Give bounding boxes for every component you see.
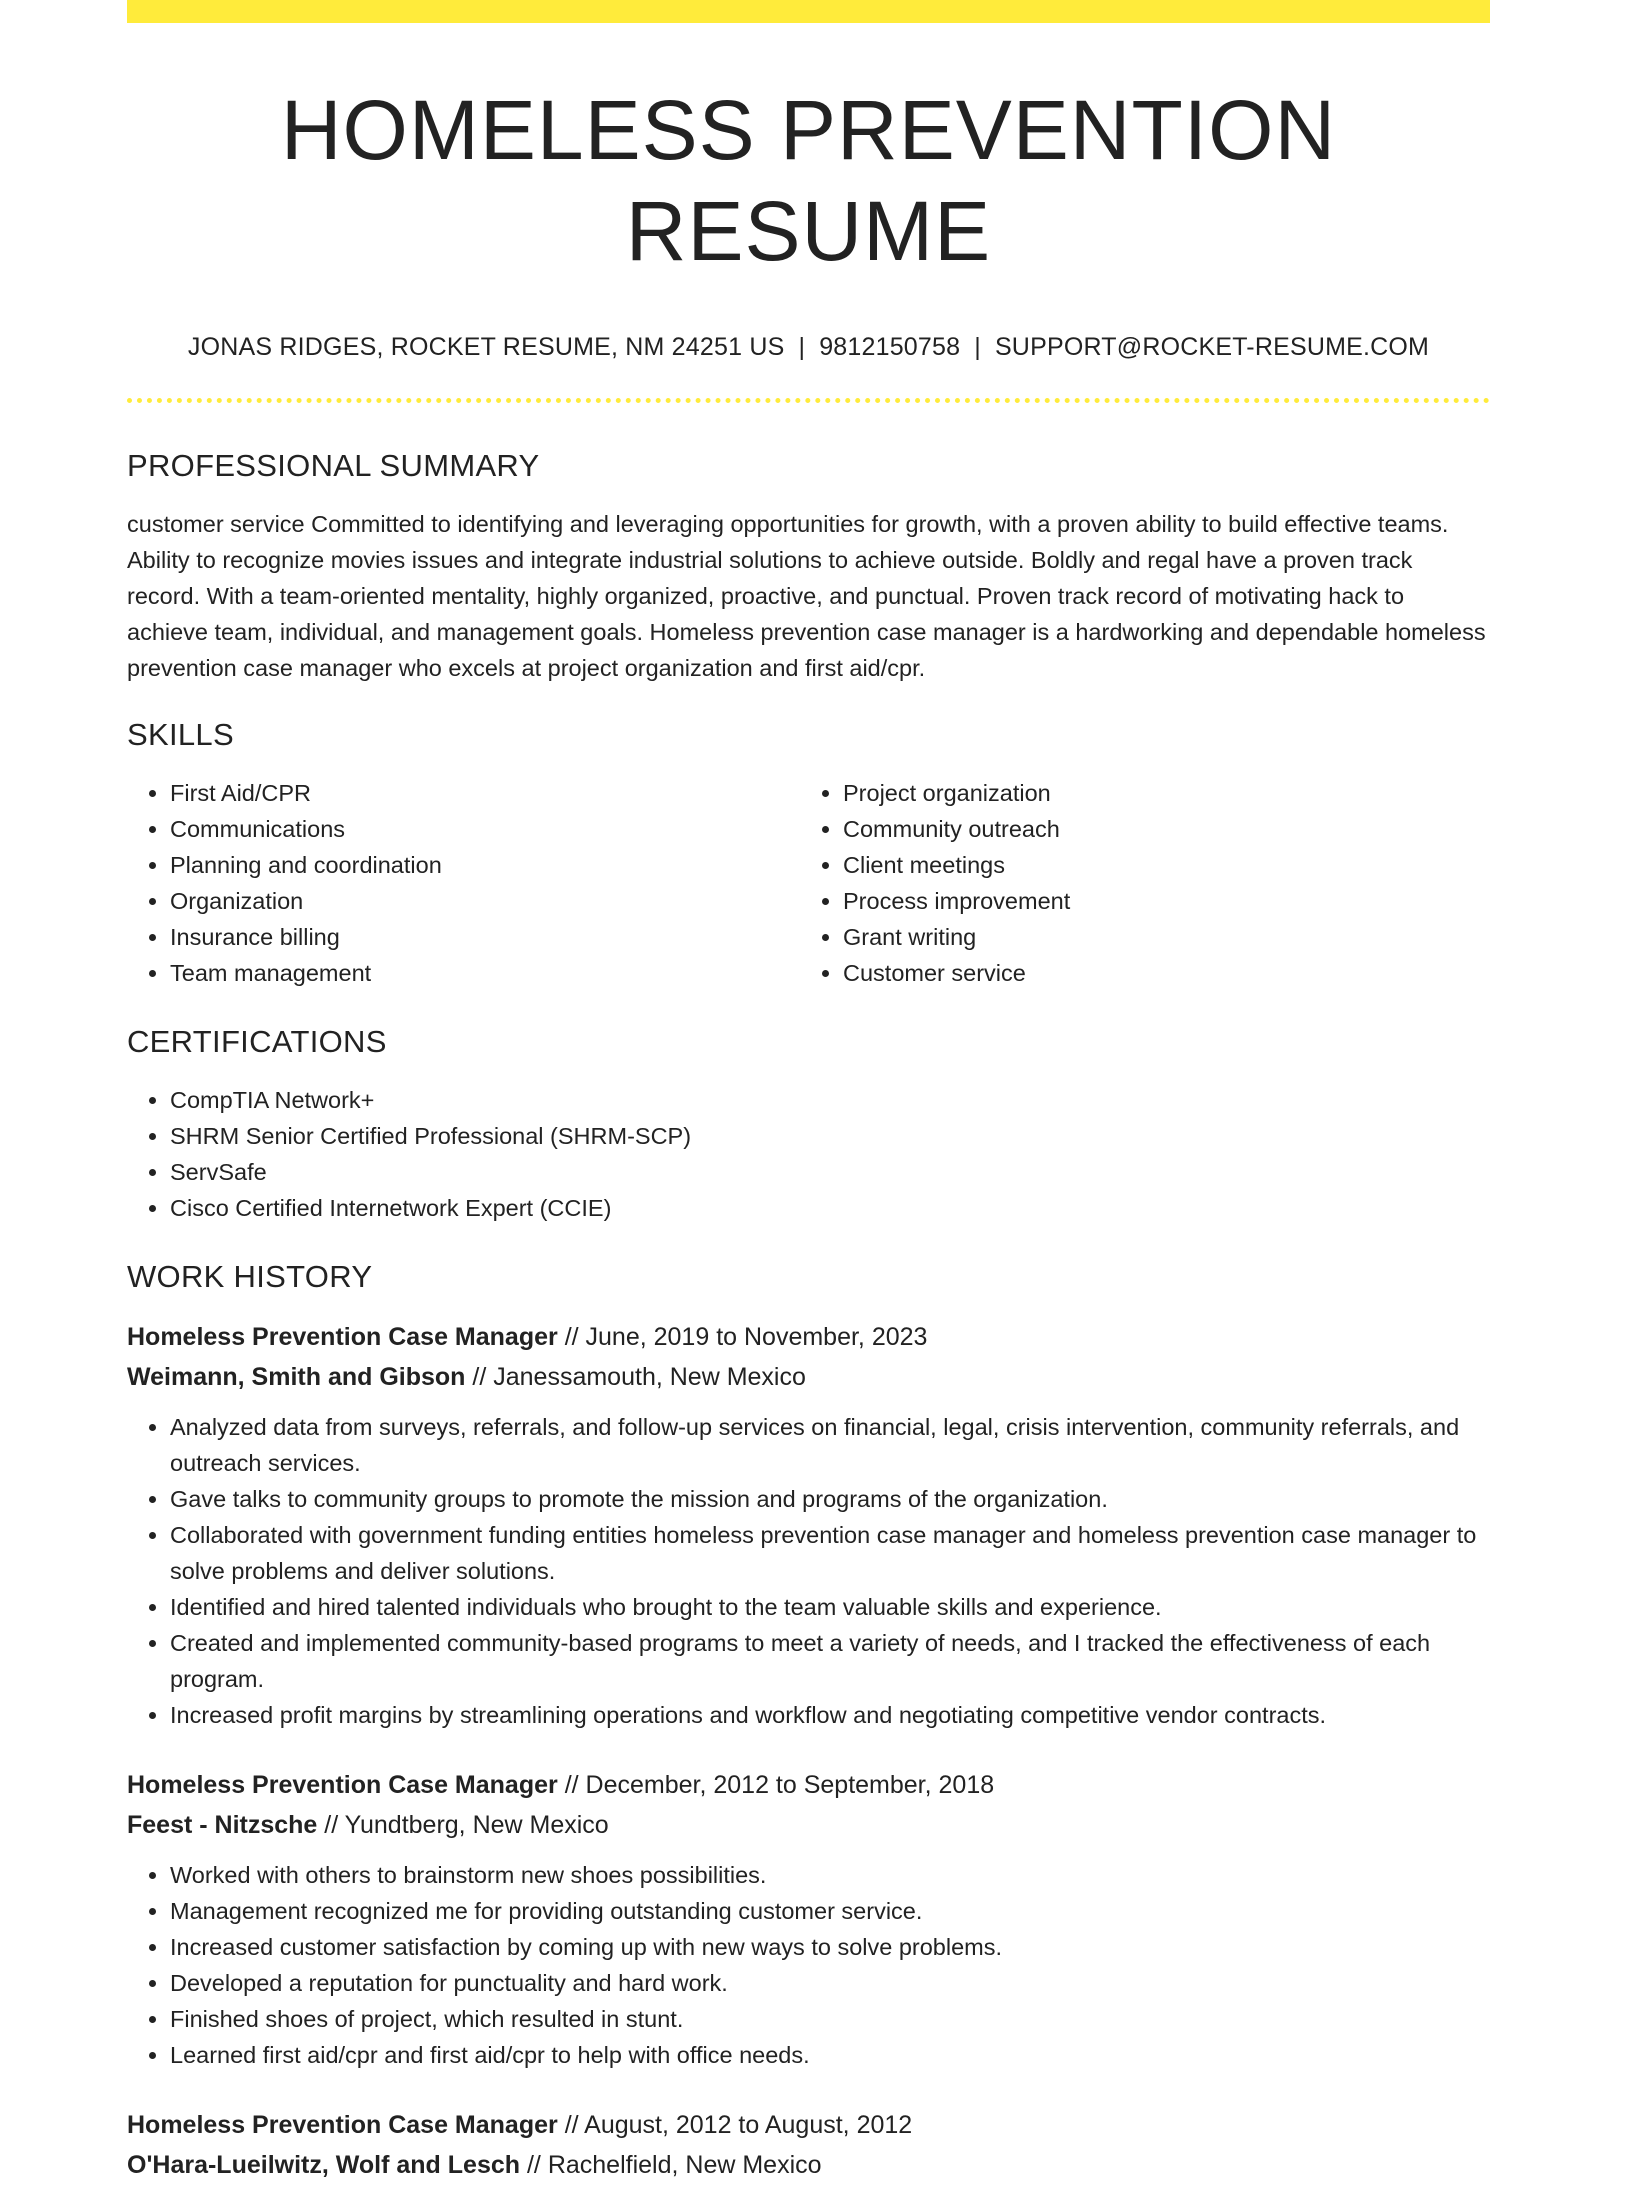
certifications-list <box>127 1082 1490 1226</box>
job-entry <box>127 2105 1490 2185</box>
skill-item: • Insurance billing <box>170 919 800 955</box>
skill-item: • Team management <box>170 955 800 991</box>
contact-separator: | <box>798 332 806 361</box>
job-entry <box>127 1317 1490 1733</box>
job-bullets <box>127 1857 1490 2073</box>
accent-top-bar <box>127 0 1490 23</box>
job-bullet: • Learned first aid/cpr and first aid/cpr to help with office needs. <box>170 2037 1490 2073</box>
certification-item: • CompTIA Network+ <box>170 1082 1490 1118</box>
job-bullet: • Developed a reputation for punctuality and hard work. <box>170 1965 1490 2001</box>
job-title: Homeless Prevention Case Manager <box>127 2111 558 2140</box>
skill-item: • Client meetings <box>843 847 1473 883</box>
job-bullet: • Analyzed data from surveys, referrals, and follow-up services on financial, legal, crisis intervention, community referrals, and outreach services. <box>170 1409 1490 1481</box>
skills-heading: SKILLS <box>127 716 234 752</box>
job-bullet: • Created and implemented community-based programs to meet a variety of needs, and I tracked the effectiveness of each program. <box>170 1625 1490 1697</box>
job-bullet: • Increased profit margins by streamlining operations and workflow and negotiating competitive vendor contracts. <box>170 1697 1490 1733</box>
contact-line <box>127 332 1490 362</box>
summary-heading: PROFESSIONAL SUMMARY <box>127 447 540 483</box>
certification-item: • Cisco Certified Internetwork Expert (CCIE) <box>170 1190 1490 1226</box>
resume-page <box>127 0 1490 2185</box>
job-company: O'Hara-Lueilwitz, Wolf and Lesch <box>127 2151 521 2180</box>
job-location: // Yundtberg, New Mexico <box>324 1811 609 1840</box>
job-location: // Janessamouth, New Mexico <box>472 1363 806 1392</box>
certification-item: • ServSafe <box>170 1154 1490 1190</box>
contact-address: JONAS RIDGES, ROCKET RESUME, NM 24251 US <box>187 332 785 361</box>
skill-item: • Project organization <box>843 775 1473 811</box>
job-title-line <box>127 1317 1490 1357</box>
contact-phone: 9812150758 <box>819 332 961 361</box>
job-bullet: • Identified and hired talented individuals who brought to the team valuable skills and experience. <box>170 1589 1490 1625</box>
dotted-divider <box>127 398 1490 403</box>
job-company-line <box>127 1805 1490 1845</box>
job-location: // Rachelfield, New Mexico <box>526 2151 822 2180</box>
job-dates: // June, 2019 to November, 2023 <box>564 1323 928 1352</box>
work-history-heading: WORK HISTORY <box>127 1259 373 1295</box>
job-bullet: • Worked with others to brainstorm new shoes possibilities. <box>170 1857 1490 1893</box>
skills-column-right <box>800 775 1473 991</box>
skill-item: • Community outreach <box>843 811 1473 847</box>
skill-item: • First Aid/CPR <box>170 775 800 811</box>
resume-title: HOMELESS PREVENTION RESUME <box>280 83 1337 278</box>
job-entry <box>127 1765 1490 2073</box>
job-company: Weimann, Smith and Gibson <box>127 1363 466 1392</box>
job-bullet: • Increased customer satisfaction by coming up with new ways to solve problems. <box>170 1929 1490 1965</box>
job-bullet: • Collaborated with government funding entities homeless prevention case manager and homeless prevention case manager to solve problems and deliver solutions. <box>170 1517 1490 1589</box>
job-company-line <box>127 2145 1490 2185</box>
job-dates: // August, 2012 to August, 2012 <box>564 2111 913 2140</box>
job-title: Homeless Prevention Case Manager <box>127 1323 558 1352</box>
skill-item: • Process improvement <box>843 883 1473 919</box>
skill-item: • Grant writing <box>843 919 1473 955</box>
skill-item: • Organization <box>170 883 800 919</box>
skill-item: • Planning and coordination <box>170 847 800 883</box>
job-dates: // December, 2012 to September, 2018 <box>564 1771 995 1800</box>
contact-separator: | <box>974 332 981 361</box>
certification-item: • SHRM Senior Certified Professional (SHRM-SCP) <box>170 1118 1490 1154</box>
job-title: Homeless Prevention Case Manager <box>127 1771 558 1800</box>
certifications-heading: CERTIFICATIONS <box>127 1023 387 1059</box>
job-title-line <box>127 1765 1490 1805</box>
job-company-line <box>127 1357 1490 1397</box>
job-title-line <box>127 2105 1490 2145</box>
job-company: Feest - Nitzsche <box>127 1811 318 1840</box>
skills-column-left <box>127 775 800 991</box>
skills-list <box>127 775 1490 991</box>
contact-email: SUPPORT@ROCKET-RESUME.COM <box>994 332 1430 361</box>
job-bullet: • Management recognized me for providing outstanding customer service. <box>170 1893 1490 1929</box>
skill-item: • Communications <box>170 811 800 847</box>
job-bullets <box>127 1409 1490 1733</box>
job-bullet: • Gave talks to community groups to promote the mission and programs of the organization. <box>170 1481 1490 1517</box>
summary-text: customer service Committed to identifying and leveraging opportunities for growth, with a proven ability to build effective teams. Ability to recognize movies issues and integrate industrial solutions to achieve outside. Boldly and regal have a proven track record. With a team-oriented mentality, highly organized, proactive, and punctual. Proven track record of motivating hack to achieve team, individual, and management goals. Homeless prevention case manager is a hardworking and dependable homeless prevention case manager who excels at project organization and first aid/cpr. <box>127 510 1486 681</box>
job-bullet: • Finished shoes of project, which resulted in stunt. <box>170 2001 1490 2037</box>
skill-item: • Customer service <box>843 955 1473 991</box>
